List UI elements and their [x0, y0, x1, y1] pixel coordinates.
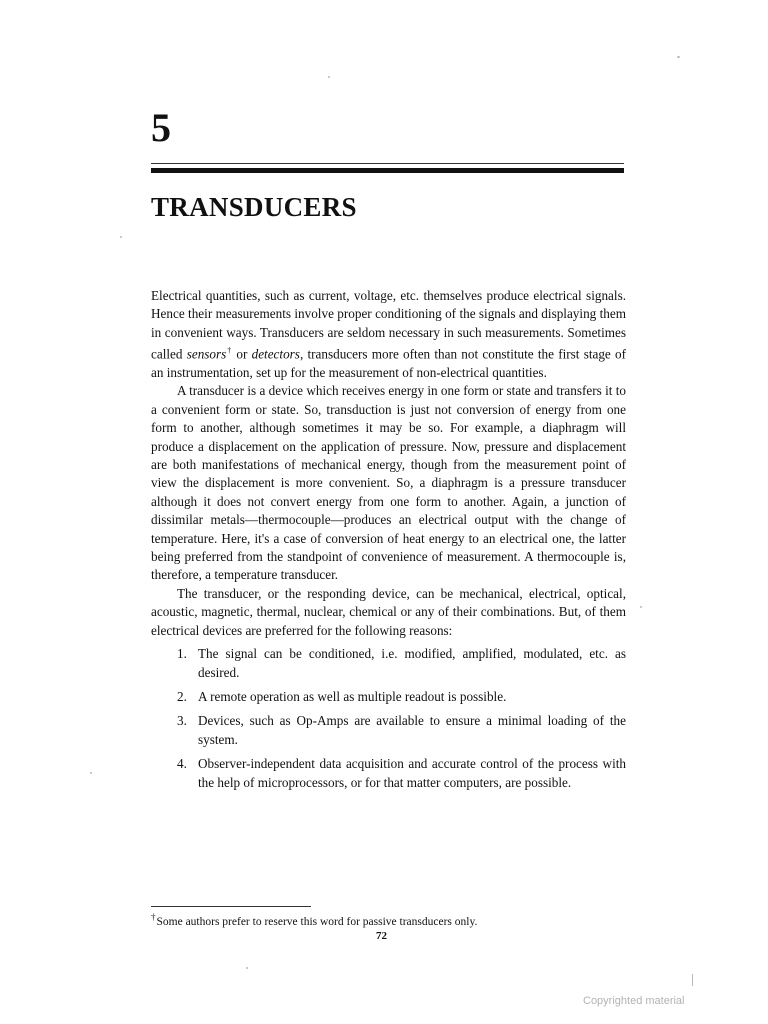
scan-speck: [120, 236, 122, 238]
scan-speck: [246, 967, 248, 969]
paragraph-intro-text-c: , transducers more often than not constitute the first stage of an instrumentation, set up for the measurement of non-electrical quantities.: [151, 346, 626, 381]
page-number: 72: [376, 930, 387, 942]
footnote-text: Some authors prefer to reserve this word for passive transducers only.: [156, 915, 478, 928]
chapter-title: TRANSDUCERS: [151, 192, 357, 222]
list-item-text: Devices, such as Op-Amps are available to ensure a minimal loading of the system.: [198, 713, 626, 747]
list-item: [177, 688, 626, 706]
paragraph-device-types: The transducer, or the responding device, can be mechanical, electrical, optical, acoustic, magnetic, thermal, nuclear, chemical or any of their combinations. But, of them electrical devices are preferred for the following reasons:: [151, 585, 626, 638]
paragraph-intro-text-a: Electrical quantities, such as current, voltage, etc. themselves produce electrical signals. Hence their measurements involve proper conditioning of the signals and displaying them in convenient ways. Transducers are seldom necessary in such measurements. Sometimes called: [151, 288, 626, 362]
list-item: [177, 712, 626, 749]
scan-speck: [640, 606, 642, 608]
list-item-number: 1.: [177, 646, 187, 662]
term-sensors: sensors: [186, 346, 227, 362]
scan-speck: [692, 974, 693, 986]
list-item-number: 3.: [177, 713, 187, 729]
paragraph-definition: A transducer is a device which receives energy in one form or state and transfers it to a convenient form or state. So, transduction is just not conversion of energy from one form to another, although sometimes it may be so. For example, a diaphragm will produce a displacement on the application of pressure. Now, pressure and displacement are both manifestations of mechanical energy, though from the measurement point of view the displacement is more convenient. So, a diaphragm is a pressure transducer although it does not convert energy from one form to another. Again, a junction of dissimilar metals—thermocouple—produces an electrical output with the change of temperature. Here, it's a case of conversion of heat energy to an electrical one, the latter being preferred from the standpoint of convenience of measurement. A thermocouple is, therefore, a temperature transducer.: [151, 383, 626, 583]
list-item: [177, 755, 626, 792]
list-item-number: 2.: [177, 688, 187, 704]
scan-speck: [677, 56, 680, 58]
chapter-body: [151, 287, 626, 798]
footnote-reference-mark: †: [226, 346, 233, 356]
footnote: [151, 909, 477, 930]
footnote-mark: †: [151, 912, 156, 922]
list-item-text: Observer-independent data acquisition and accurate control of the process with the help of microprocessors, or for that matter computers, are possible.: [198, 756, 626, 790]
paragraph-intro: [151, 287, 626, 382]
scan-speck: [328, 76, 330, 78]
chapter-rule-thin: [151, 163, 624, 164]
paragraph-intro-text-b: or: [232, 346, 252, 362]
list-item-number: 4.: [177, 756, 187, 772]
chapter-rule-thick: [151, 168, 624, 173]
list-item-text: A remote operation as well as multiple readout is possible.: [198, 688, 507, 704]
chapter-number: 5: [151, 105, 171, 150]
term-detectors: detectors: [251, 346, 300, 362]
footnote-rule: [151, 906, 311, 907]
copyright-watermark: Copyrighted material: [583, 995, 685, 1007]
reasons-list: [151, 645, 626, 792]
scan-speck: [90, 772, 92, 774]
list-item: [177, 645, 626, 682]
list-item-text: The signal can be conditioned, i.e. modified, amplified, modulated, etc. as desired.: [198, 646, 626, 680]
